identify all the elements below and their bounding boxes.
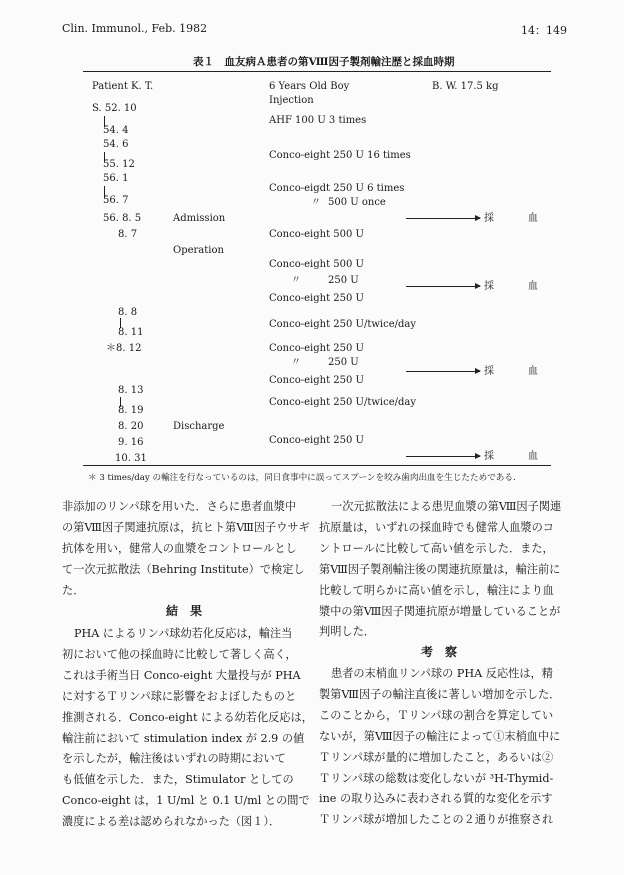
results-paragraph (62, 624, 314, 833)
journal-header: Clin. Immunol., Feb. 1982 (62, 22, 208, 35)
sampling-label: 血 (528, 213, 538, 224)
date-cell: 8. 13 (118, 385, 144, 396)
table-bottom-rule (83, 465, 551, 466)
table-footnote: ＊ 3 times/day の輸注を行なっているのは，同日食事中に誤ってスプーンを咬み歯肉出血を生じたためである． (88, 473, 522, 483)
sampling-label: 血 (528, 281, 538, 292)
text-line: Ｔリンパ球の総数は変化しないが ³H-Thymid- (319, 771, 554, 785)
injection-cell: AHF 100 U 3 times (269, 115, 367, 126)
text-line: 比較して明らかに高い値を示し，輸注により血 (319, 583, 554, 597)
text-line: これは手術当日 Conco-eight 大量投与が PHA (62, 668, 301, 682)
sampling-label: 血 (528, 366, 538, 377)
ditto-mark: 〃 (291, 357, 301, 368)
text-line: Ｔリンパ球が増加したことの２通りが推察され (319, 813, 554, 827)
text-line: 非添加のリンパ球を用いた．さらに患者血漿中 (62, 500, 297, 513)
date-cell: S. 52. 10 (92, 103, 137, 114)
text-line: 輸注前において stimulation index が 2.9 の値 (62, 731, 305, 745)
text-line: ine の取り込みに表わされる質的な変化を示す (319, 792, 553, 806)
results-column (62, 624, 314, 833)
event-cell: Operation (173, 245, 224, 256)
sampling-arrow (406, 456, 480, 457)
text-line: 漿中の第Ⅷ因子関連抗原が増量していることが (319, 604, 561, 618)
event-cell: Admission (173, 213, 226, 224)
text-line: 濃度による差は認められなかった（図１）． (62, 815, 281, 829)
methods-paragraph (62, 497, 314, 602)
date-cell: 56. 7 (103, 195, 129, 206)
date-cell: 56. 8. 5 (103, 213, 142, 224)
text-line: 推測される．Conco-eight による幼若化反応は， (62, 710, 313, 724)
date-cell: 8. 20 (118, 421, 144, 432)
date-cell: ＊8. 12 (106, 343, 142, 354)
injection-cell: Conco-eigdt 250 U 6 times (269, 183, 405, 194)
text-line: に対するＴリンパ球に影響をおよぼしたものと (62, 689, 297, 703)
text-line: PHA によるリンパ球幼若化反応は，輸注当 (74, 627, 293, 640)
text-line: も低値を示した．また，Stimulator としての (62, 773, 294, 787)
injection-cell: Conco-eight 250 U/twice/day (269, 319, 417, 330)
injection-cell: Conco-eight 500 U (269, 229, 364, 240)
antigen-paragraph (319, 497, 571, 643)
text-line: このことから，Ｔリンパ球の割合を算定してい (319, 708, 554, 722)
injection-cell: Conco-eight 250 U 16 times (269, 150, 411, 161)
injection-cell: Conco-eight 500 U (269, 259, 364, 270)
text-line: 抗体を用い，健常人の血漿をコントロールとし (62, 541, 297, 555)
col-bw: B. W. 17.5 kg (432, 81, 499, 92)
left-column (62, 497, 314, 602)
injection-cell: 500 U once (328, 197, 386, 208)
event-cell: Discharge (173, 421, 225, 432)
text-line: Conco-eight は，1 U/ml と 0.1 U/ml との間で (62, 794, 310, 808)
sampling-arrow (406, 371, 480, 372)
col-age: 6 Years Old Boy (269, 81, 350, 92)
text-line: 患者の末梢血リンパ球の PHA 反応性は，精 (331, 667, 553, 680)
injection-cell: Conco-eight 250 U/twice/day (269, 397, 417, 408)
text-line: 抗原量は，いずれの採血時でも健常人血漿のコ (319, 520, 554, 534)
text-line: 初において他の採血時に比較して著しく高く， (62, 647, 297, 661)
date-cell: 55. 12 (103, 159, 135, 170)
sampling-label: 採 (484, 281, 494, 292)
right-column (319, 497, 571, 643)
text-line: 製第Ⅷ因子の輸注直後に著しい増加を示した． (319, 687, 561, 701)
injection-cell: Conco-eight 250 U (269, 375, 364, 386)
date-cell: 8. 8 (118, 307, 138, 318)
text-line: Ｔリンパ球が量的に増加したこと，あるいは② (319, 750, 554, 764)
sampling-label: 採 (484, 366, 494, 377)
text-line: を示したが，輸注後はいずれの時期において (62, 752, 286, 766)
sampling-label: 血 (528, 451, 538, 462)
text-line: て一次元拡散法（Behring Institute）で検定し (62, 562, 305, 576)
heading-results: 結果 (166, 604, 215, 618)
date-cell: 8. 11 (118, 327, 144, 338)
text-line: ントロールに比較して高い値を示した．また， (319, 541, 554, 555)
date-cell: 54. 4 (103, 125, 129, 136)
table-caption: 表１ 血友病Ａ患者の第Ⅷ因子製剤輸注歴と採血時期 (193, 56, 455, 68)
sampling-label: 採 (484, 213, 494, 224)
sampling-label: 採 (484, 451, 494, 462)
injection-cell: Conco-eight 250 U (269, 293, 364, 304)
discussion-column (319, 664, 571, 831)
ditto-mark: 〃 (311, 197, 321, 208)
col-patient: Patient K. T. (92, 81, 154, 92)
date-cell: 54. 6 (103, 139, 129, 150)
injection-cell: 250 U (328, 275, 359, 286)
text-line: 判明した． (319, 625, 375, 639)
table-top-rule (83, 71, 551, 72)
ditto-mark: 〃 (291, 275, 301, 286)
date-cell: 56. 1 (103, 173, 129, 184)
date-cell: 8. 7 (118, 229, 138, 240)
col-injection: Injection (269, 95, 314, 106)
text-line: 一次元拡散法による患児血漿の第Ⅷ因子関連 (331, 500, 562, 513)
date-cell: 9. 16 (118, 437, 144, 448)
text-line: 第Ⅷ因子製剤輸注後の関連抗原量は，輸注前に (319, 562, 561, 576)
injection-cell: 250 U (328, 357, 359, 368)
discussion-paragraph (319, 664, 571, 831)
heading-discussion: 考察 (421, 645, 470, 659)
injection-cell: Conco-eight 250 U (269, 435, 364, 446)
sampling-arrow (406, 218, 480, 219)
text-line: の第Ⅷ因子関連抗原は，抗ヒト第Ⅷ因子ウサギ (62, 520, 310, 534)
injection-cell: Conco-eight 250 U (269, 343, 364, 354)
date-cell: 8. 19 (118, 405, 144, 416)
text-line: た． (62, 583, 85, 597)
text-line: ないが，第Ⅷ因子の輸注によって①末梢血中に (319, 729, 561, 743)
date-cell: 10. 31 (115, 453, 147, 464)
page-number: 14：149 (521, 24, 567, 37)
sampling-arrow (406, 286, 480, 287)
